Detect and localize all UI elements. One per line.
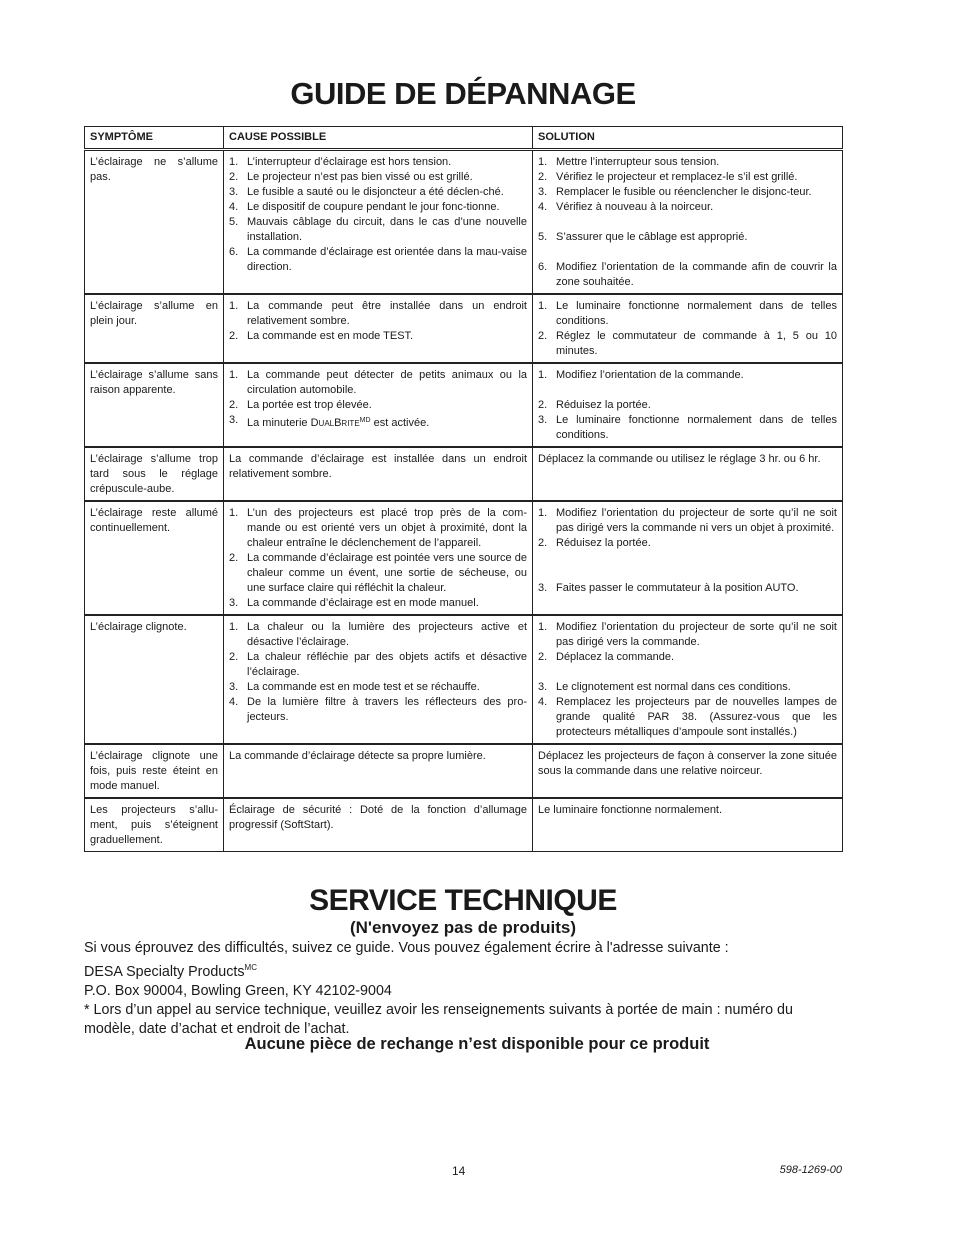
list-text: L’un des projecteurs est placé trop près de la com-mande ou est orienté vers un objet à proximité, dont la chaleur entraîne le déclenchement de l’appareil.	[247, 507, 527, 549]
list-item	[538, 329, 837, 359]
page-number: 14	[452, 1164, 466, 1178]
list-item	[229, 620, 527, 650]
list-text: L’interrupteur d’éclairage est hors tension.	[247, 156, 452, 168]
symptom-cell: L’éclairage s’allume sans raison apparente.	[85, 363, 224, 447]
solution-list	[538, 155, 837, 290]
service-note: * Lors d’un appel au service technique, veuillez avoir les renseignements suivants à portée de main : numéro du modèle, date d’achat et endroit de l’achat.	[84, 1002, 793, 1037]
list-item	[229, 368, 527, 398]
list-number: 1.	[229, 621, 239, 633]
list-number: 5.	[229, 216, 239, 228]
list-text: Le dispositif de coupure pendant le jour fonc-tionne.	[247, 201, 500, 213]
list-number: 1.	[538, 300, 548, 312]
list-item	[538, 536, 837, 551]
list-text: La commande d’éclairage est en mode manuel.	[247, 597, 479, 609]
cause-cell: La commande d’éclairage détecte sa propre lumière.	[224, 744, 533, 798]
service-intro: Si vous éprouvez des difficultés, suivez ce guide. Vous pouvez également écrire à l'adresse suivante :	[84, 940, 729, 956]
list-number: 5.	[538, 231, 548, 243]
list-spacer	[538, 551, 837, 566]
list-text: La commande est en mode TEST.	[247, 330, 414, 342]
list-text: Le fusible a sauté ou le disjoncteur a été déclen-ché.	[247, 186, 504, 198]
list-item	[538, 398, 837, 413]
list-item	[538, 650, 837, 665]
list-item	[229, 329, 527, 344]
symptom-cell: L’éclairage clignote.	[85, 615, 224, 744]
cause-list	[229, 368, 527, 431]
list-number: 3.	[229, 186, 239, 198]
list-number: 2.	[229, 651, 239, 663]
list-number: 2.	[538, 330, 548, 342]
list-text: Modifiez l’orientation de la commande afin de couvrir la zone souhaitée.	[556, 261, 837, 288]
list-text: La commande est en mode test et se réchauffe.	[247, 681, 480, 693]
list-number: 2.	[538, 399, 548, 411]
list-text: Le clignotement est normal dans ces conditions.	[556, 681, 791, 693]
symptom-cell: Les projecteurs s’allu-ment, puis s’éteignent graduellement.	[85, 798, 224, 852]
list-item	[229, 650, 527, 680]
list-item	[229, 506, 527, 551]
trademark-mark: MD	[359, 417, 371, 424]
list-text: Le luminaire fonctionne normalement dans de telles conditions.	[556, 414, 837, 441]
list-number: 2.	[538, 651, 548, 663]
page-title: GUIDE DE DÉPANNAGE	[290, 76, 636, 111]
list-item	[538, 155, 837, 170]
cause-cell	[224, 501, 533, 615]
list-number: 3.	[538, 186, 548, 198]
list-text: La portée est trop élevée.	[247, 399, 372, 411]
list-text: Modifiez l’orientation du projecteur de sorte qu’il ne soit pas dirigé vers la commande.	[556, 621, 837, 648]
list-item	[229, 413, 527, 431]
list-text: Remplacer le fusible ou réenclencher le disjonc-teur.	[556, 186, 812, 198]
list-text: La commande peut détecter de petits animaux ou la circulation automobile.	[247, 369, 527, 396]
list-text: Vérifiez à nouveau à la noirceur.	[556, 201, 714, 213]
table-header-row	[85, 127, 843, 150]
list-number: 2.	[229, 171, 239, 183]
list-number: 1.	[538, 156, 548, 168]
list-spacer	[538, 665, 837, 680]
list-number: 2.	[538, 537, 548, 549]
list-item	[229, 245, 527, 275]
table-row	[85, 294, 843, 363]
list-text: Mettre l’interrupteur sous tension.	[556, 156, 720, 168]
list-text: Le luminaire fonctionne normalement dans de telles conditions.	[556, 300, 837, 327]
list-item	[538, 695, 837, 740]
list-item	[538, 581, 837, 596]
list-text: Réduisez la portée.	[556, 399, 651, 411]
list-item	[538, 680, 837, 695]
symptom-cell: L’éclairage ne s’allume pas.	[85, 150, 224, 295]
table-row	[85, 150, 843, 295]
list-text: La commande d’éclairage est orientée dans la mau-vaise direction.	[247, 246, 527, 273]
list-item	[538, 200, 837, 215]
list-number: 3.	[229, 681, 239, 693]
cause-cell: La commande d’éclairage est installée dans un endroit relativement sombre.	[224, 447, 533, 501]
cause-cell	[224, 615, 533, 744]
symptom-cell: L’éclairage s’allume trop tard sous le réglage crépuscule-aube.	[85, 447, 224, 501]
symptom-cell: L’éclairage s’allume en plein jour.	[85, 294, 224, 363]
trademark-mark: MC	[244, 963, 257, 972]
list-item	[538, 260, 837, 290]
list-number: 3.	[229, 597, 239, 609]
cause-cell	[224, 150, 533, 295]
service-subtitle: (N'envoyez pas de produits)	[349, 918, 577, 937]
list-number: 1.	[538, 369, 548, 381]
table-body	[85, 150, 843, 852]
table-row	[85, 798, 843, 852]
list-text: Réglez le commutateur de commande à 1, 5 ou 10 minutes.	[556, 330, 837, 357]
service-company: DESA Specialty Products	[84, 964, 245, 980]
cause-list	[229, 299, 527, 344]
list-number: 6.	[229, 246, 239, 258]
list-spacer	[538, 215, 837, 230]
list-number: 1.	[538, 621, 548, 633]
list-item	[229, 695, 527, 725]
list-number: 1.	[229, 156, 239, 168]
list-item	[538, 368, 837, 383]
solution-list	[538, 620, 837, 740]
header-symptom: SYMPTÔME	[85, 127, 224, 150]
list-text: Vérifiez le projecteur et remplacez-le s’il est grillé.	[556, 171, 798, 183]
list-number: 6.	[538, 261, 548, 273]
list-number: 1.	[229, 507, 239, 519]
symptom-cell: L’éclairage clignote une fois, puis reste éteint en mode manuel.	[85, 744, 224, 798]
list-text: La commande peut être installée dans un endroit relativement sombre.	[247, 300, 527, 327]
cause-list	[229, 620, 527, 725]
list-text: La chaleur réfléchie par des objets actifs et désactive l’éclairage.	[247, 651, 527, 678]
document-code: 598-1269-00	[779, 1164, 842, 1176]
list-number: 3.	[538, 582, 548, 594]
list-number: 3.	[538, 414, 548, 426]
cause-list	[229, 155, 527, 275]
list-item	[229, 299, 527, 329]
list-item	[229, 155, 527, 170]
cause-cell: Éclairage de sécurité : Doté de la fonction d’allumage progressif (SoftStart).	[224, 798, 533, 852]
list-number: 3.	[229, 414, 239, 426]
list-number: 3.	[538, 681, 548, 693]
solution-cell	[533, 150, 843, 295]
list-text: Modifiez l’orientation de la commande.	[556, 369, 744, 381]
service-address: P.O. Box 90004, Bowling Green, KY 42102-9004	[84, 983, 392, 999]
list-text: Le projecteur n’est pas bien vissé ou est grillé.	[247, 171, 473, 183]
list-item	[538, 230, 837, 245]
brand-name: DualBrite	[310, 417, 360, 429]
list-number: 2.	[229, 399, 239, 411]
solution-cell	[533, 363, 843, 447]
list-text: Déplacez la commande.	[556, 651, 675, 663]
service-body	[84, 939, 844, 1039]
troubleshooting-table	[84, 126, 843, 852]
solution-cell	[533, 615, 843, 744]
table-row	[85, 615, 843, 744]
service-title: SERVICE TECHNIQUE	[309, 884, 617, 917]
list-text: De la lumière filtre à travers les réflecteurs des pro-jecteurs.	[247, 696, 527, 723]
list-item	[538, 299, 837, 329]
list-text: Faites passer le commutateur à la position AUTO.	[556, 582, 799, 594]
table-row	[85, 744, 843, 798]
list-item	[229, 398, 527, 413]
solution-cell: Déplacez les projecteurs de façon à conserver la zone située sous la commande dans une relative noirceur.	[533, 744, 843, 798]
header-solution: SOLUTION	[533, 127, 843, 150]
list-number: 2.	[229, 552, 239, 564]
no-parts-notice: Aucune pièce de rechange n’est disponible pour ce produit	[244, 1035, 710, 1053]
solution-cell	[533, 501, 843, 615]
list-text: Remplacez les projecteurs par de nouvelles lampes de grande qualité PAR 38. (Assurez-vous que les protecteurs métalliques d’ampoule sont installés.)	[556, 696, 837, 738]
cause-list	[229, 506, 527, 611]
list-text: Modifiez l’orientation du projecteur de sorte qu’il ne soit pas dirigé vers la commande ni vers un objet à proximité.	[556, 507, 837, 534]
list-item	[229, 551, 527, 596]
cause-cell	[224, 363, 533, 447]
solution-list	[538, 299, 837, 359]
list-item	[538, 170, 837, 185]
cause-cell	[224, 294, 533, 363]
table-row	[85, 363, 843, 447]
list-number: 1.	[538, 507, 548, 519]
solution-cell	[533, 294, 843, 363]
list-spacer	[538, 245, 837, 260]
solution-list	[538, 506, 837, 596]
list-spacer	[538, 566, 837, 581]
list-item	[538, 506, 837, 536]
list-number: 4.	[538, 696, 548, 708]
solution-cell: Le luminaire fonctionne normalement.	[533, 798, 843, 852]
list-text: La chaleur ou la lumière des projecteurs active et désactive l’éclairage.	[247, 621, 527, 648]
table-row	[85, 447, 843, 501]
list-text: Réduisez la portée.	[556, 537, 651, 549]
list-number: 1.	[229, 300, 239, 312]
list-item	[538, 620, 837, 650]
list-number: 2.	[538, 171, 548, 183]
solution-cell: Déplacez la commande ou utilisez le réglage 3 hr. ou 6 hr.	[533, 447, 843, 501]
list-text: est activée.	[370, 417, 430, 429]
solution-list	[538, 368, 837, 443]
list-item	[229, 170, 527, 185]
list-item	[538, 413, 837, 443]
list-item	[229, 596, 527, 611]
list-number: 4.	[229, 201, 239, 213]
header-cause: CAUSE POSSIBLE	[224, 127, 533, 150]
list-text: Mauvais câblage du circuit, dans le cas d’une nouvelle installation.	[247, 216, 527, 243]
list-number: 1.	[229, 369, 239, 381]
list-spacer	[538, 383, 837, 398]
list-item	[538, 185, 837, 200]
service-company-line	[84, 958, 844, 982]
list-item	[229, 680, 527, 695]
list-item	[229, 215, 527, 245]
list-text: S’assurer que le câblage est approprié.	[556, 231, 748, 243]
list-text: La commande d’éclairage est pointée vers une source de chaleur comme un évent, une sortie de sécheuse, ou une surface claire qui réfléchit la chaleur.	[247, 552, 527, 594]
list-item	[229, 200, 527, 215]
symptom-cell: L’éclairage reste allumé continuellement.	[85, 501, 224, 615]
list-number: 4.	[229, 696, 239, 708]
list-text: La minuterie	[247, 417, 311, 429]
table-row	[85, 501, 843, 615]
list-number: 4.	[538, 201, 548, 213]
list-item	[229, 185, 527, 200]
list-number: 2.	[229, 330, 239, 342]
